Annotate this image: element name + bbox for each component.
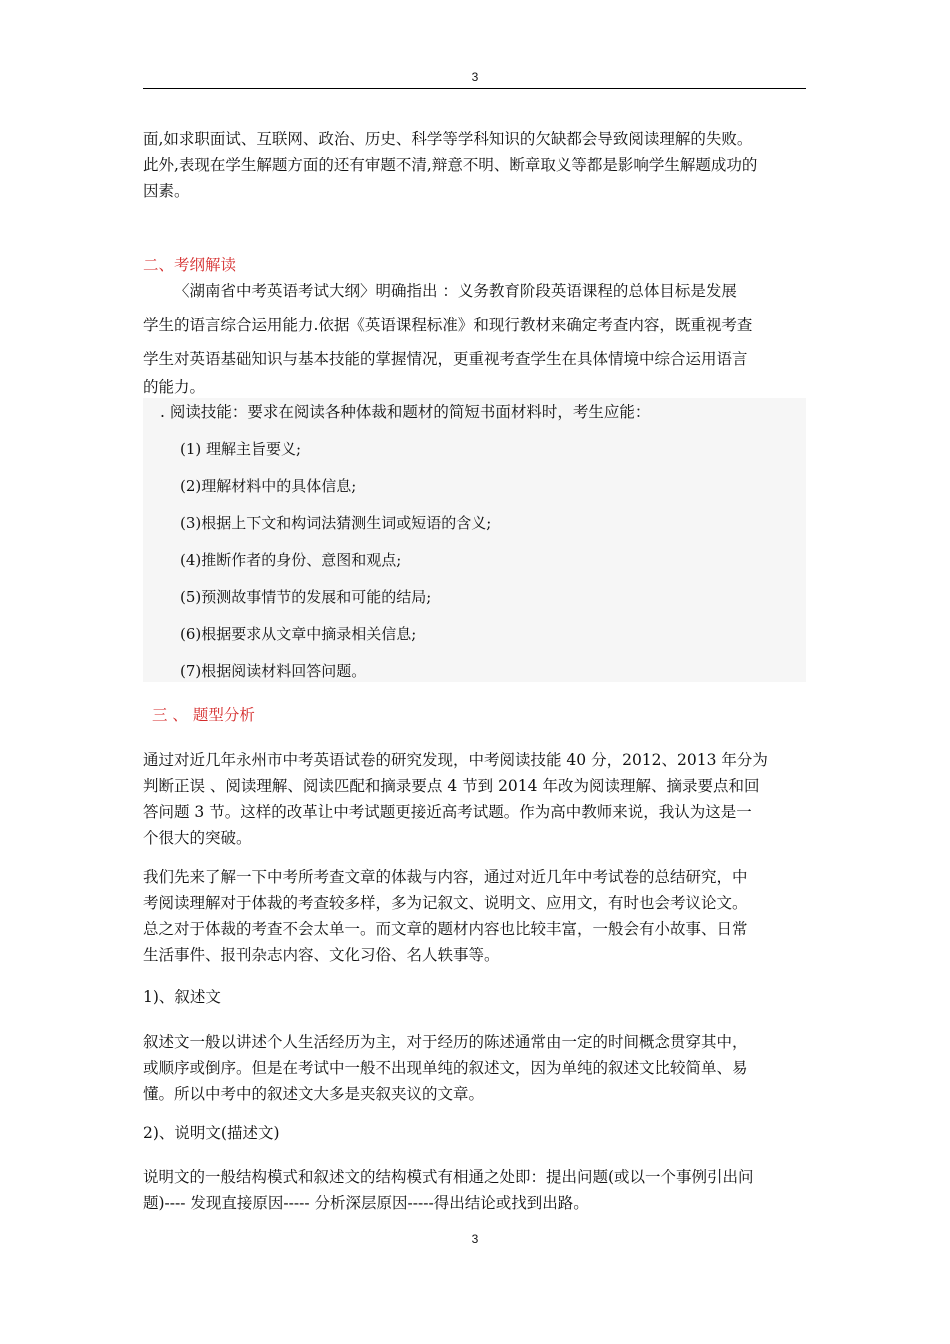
text-line: 〈湖南省中考英语考试大纲〉明确指出 ：义务教育阶段英语课程的总体目标是发展 <box>174 282 737 300</box>
text-line: 我们先来了解一下中考所考查文章的体裁与内容，通过对近几年中考试卷的总结研究，中 <box>143 868 748 886</box>
skills-intro: . 阅读技能：要求在阅读各种体裁和题材的简短书面材料时，考生应能： <box>160 403 651 421</box>
list-item: (3)根据上下文和构词法猜测生词或短语的含义; <box>180 514 492 532</box>
sub2-heading: 2)、说明文(描述文) <box>143 1124 280 1142</box>
text-line: 因素。 <box>143 182 190 200</box>
text-line: 此外,表现在学生解题方面的还有审题不清,辩意不明、断章取义等都是影响学生解题成功的 <box>143 156 758 174</box>
text-line: 说明文的一般结构模式和叙述文的结构模式有相通之处即：提出问题(或以一个事例引出问 <box>143 1168 754 1186</box>
text-line: 学生对英语基础知识与基本技能的掌握情况，更重视考查学生在具体情境中综合运用语言 <box>143 350 748 368</box>
text-line: 通过对近几年永州市中考英语试卷的研究发现，中考阅读技能 40 分，2012、2013 年分为 <box>143 751 768 769</box>
list-item: (2)理解材料中的具体信息; <box>180 477 357 495</box>
text-line: 懂。所以中考中的叙述文大多是夹叙夹议的文章。 <box>143 1085 485 1103</box>
text-line: 或顺序或倒序。但是在考试中一般不出现单纯的叙述文，因为单纯的叙述文比较简单、易 <box>143 1059 748 1077</box>
footer-page-number: 3 <box>471 1232 479 1246</box>
header-rule <box>143 88 806 89</box>
header-page-number: 3 <box>471 70 479 84</box>
text-line: 个很大的突破。 <box>143 829 252 847</box>
section2-paragraph <box>143 274 806 398</box>
section3-paragraph-2 <box>143 864 806 968</box>
list-item: (5)预测故事情节的发展和可能的结局; <box>180 588 432 606</box>
text-line: 总之对于体裁的考查不会太单一。而文章的题材内容也比较丰富，一般会有小故事、日常 <box>143 920 748 938</box>
list-item: (6)根据要求从文章中摘录相关信息; <box>180 625 417 643</box>
sub1-paragraph <box>143 1029 806 1107</box>
section3-paragraph-1 <box>143 747 806 851</box>
section2-heading: 二、考纲解读 <box>143 256 237 274</box>
text-line: 考阅读理解对于体裁的考查较多样，多为记叙文、说明文、应用文，有时也会考议论文。 <box>143 894 748 912</box>
text-line: 题)---- 发现直接原因----- 分析深层原因-----得出结论或找到出路。 <box>143 1194 589 1212</box>
section3-heading: 三 、 题型分析 <box>152 706 255 724</box>
text-line: 判断正误 、阅读理解、阅读匹配和摘录要点 4 节到 2014 年改为阅读理解、摘录要点和回 <box>143 777 760 795</box>
text-line: 叙述文一般以讲述个人生活经历为主，对于经历的陈述通常由一定的时间概念贯穿其中， <box>143 1033 748 1051</box>
sub2-paragraph <box>143 1164 806 1216</box>
list-item: (7)根据阅读材料回答问题。 <box>180 662 367 680</box>
list-item: (4)推断作者的身份、意图和观点; <box>180 551 402 569</box>
sub1-heading: 1)、叙述文 <box>143 988 221 1006</box>
text-line: 面,如求职面试、互联网、政治、历史、科学等学科知识的欠缺都会导致阅读理解的失败。 <box>143 130 753 148</box>
text-line: 学生的语言综合运用能力.依据《英语课程标准》和现行教材来确定考查内容，既重视考查 <box>143 316 753 334</box>
intro-paragraph <box>143 126 806 204</box>
list-item: (1) 理解主旨要义; <box>180 440 302 458</box>
text-line: 答问题 3 节。这样的改革让中考试题更接近高考试题。作为高中教师来说，我认为这是一 <box>143 803 752 821</box>
text-line: 的能力。 <box>143 378 206 396</box>
text-line: 生活事件、报刊杂志内容、文化习俗、名人轶事等。 <box>143 946 500 964</box>
